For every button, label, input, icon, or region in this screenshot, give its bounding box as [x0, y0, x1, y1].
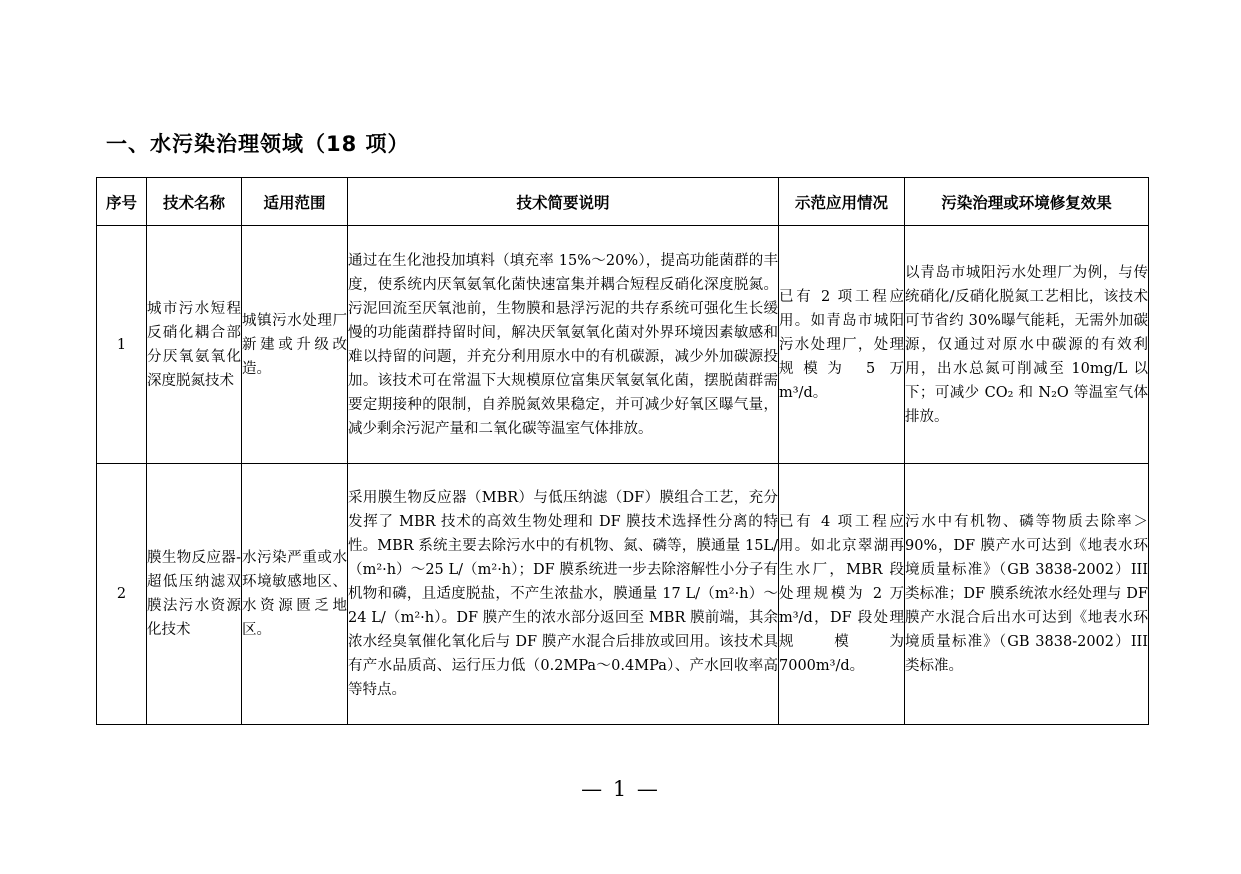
page-number: — 1 — [581, 777, 660, 801]
tech-name-text: 城市污水短程反硝化耦合部分厌氧氨氧化深度脱氮技术 [147, 300, 241, 389]
scope-text: 城镇污水处理厂新建或升级改造。 [242, 312, 347, 377]
demo-text: 已有 2 项工程应用。如青岛市城阳污水处理厂，处理规模为 5 万 m³/d。 [779, 288, 904, 401]
demo-text: 已有 4 项工程应用。如北京翠湖再生水厂，MBR 段处理规模为 2 万 m³/d，DF 段处理规模为 7000m³/d。 [779, 514, 904, 674]
cell-description [348, 226, 779, 464]
table-row [97, 226, 1149, 464]
cell-description [348, 464, 779, 725]
table-row [97, 464, 1149, 725]
cell-demo [779, 464, 905, 725]
header-demo: 示范应用情况 [779, 178, 905, 226]
cell-tech-name [147, 464, 242, 725]
header-tech-name: 技术名称 [147, 178, 242, 226]
effect-text: 以青岛市城阳污水处理厂为例，与传统硝化/反硝化脱氮工艺相比，该技术可节省约 30%曝气能耗，无需外加碳源，仅通过对原水中碳源的有效利用，出水总氮可削减至 10mg/L 以下；可减少 CO₂ 和 N₂O 等温室气体排放。 [905, 264, 1148, 425]
cell-seq: 1 [97, 226, 147, 464]
scope-text: 水污染严重或水环境敏感地区、水资源匮乏地区。 [242, 550, 347, 638]
technology-table [96, 177, 1149, 725]
effect-text: 污水中有机物、磷等物质去除率＞90%，DF 膜产水可达到《地表水环境质量标准》（GB 3838-2002）III 类标准；DF 膜系统浓水经处理与 DF 膜产水混合后出水可达到《地表水环境质量标准》（GB 3838-2002）III 类标准。 [905, 514, 1148, 674]
description-text: 采用膜生物反应器（MBR）与低压纳滤（DF）膜组合工艺，充分发挥了 MBR 技术的高效生物处理和 DF 膜技术选择性分离的特性。MBR 系统主要去除污水中的有机物、氮、磷等，膜通量 15L/（m²·h）～25 L/（m²·h）；DF 膜系统进一步去除溶解性小分子有机物和磷，且适度脱盐，不产生浓盐水，膜通量 17 L/（m²·h）～24 L/（m²·h）。DF 膜产生的浓水部分返回至 MBR 膜前端，其余浓水经臭氧催化氧化后与 DF 膜产水混合后排放或回用。该技术具有产水品质高、运行压力低（0.2MPa～0.4MPa）、产水回收率高等特点。 [348, 490, 778, 698]
cell-scope [242, 464, 348, 725]
section-title: 一、水污染治理领域（18 项） [106, 132, 410, 156]
description-text: 通过在生化池投加填料（填充率 15%～20%），提高功能菌群的丰度，使系统内厌氧氨氧化菌快速富集并耦合短程反硝化深度脱氮。污泥回流至厌氧池前，生物膜和悬浮污泥的共存系统可强化生长缓慢的功能菌群持留时间，解决厌氧氨氧化菌对外界环境因素敏感和难以持留的问题，并充分利用原水中的有机碳源，减少外加碳源投加。该技术可在常温下大规模原位富集厌氧氨氧化菌，摆脱菌群需要定期接种的限制，自养脱氮效果稳定，并可减少好氧区曝气量，减少剩余污泥产量和二氧化碳等温室气体排放。 [348, 252, 778, 437]
header-scope: 适用范围 [242, 178, 348, 226]
cell-seq: 2 [97, 464, 147, 725]
cell-tech-name [147, 226, 242, 464]
cell-scope [242, 226, 348, 464]
cell-effect [905, 464, 1149, 725]
header-seq: 序号 [97, 178, 147, 226]
table-header-row [97, 178, 1149, 226]
header-effect: 污染治理或环境修复效果 [905, 178, 1149, 226]
cell-demo [779, 226, 905, 464]
tech-name-text: 膜生物反应器-超低压纳滤双膜法污水资源化技术 [147, 550, 241, 638]
cell-effect [905, 226, 1149, 464]
header-description: 技术简要说明 [348, 178, 779, 226]
